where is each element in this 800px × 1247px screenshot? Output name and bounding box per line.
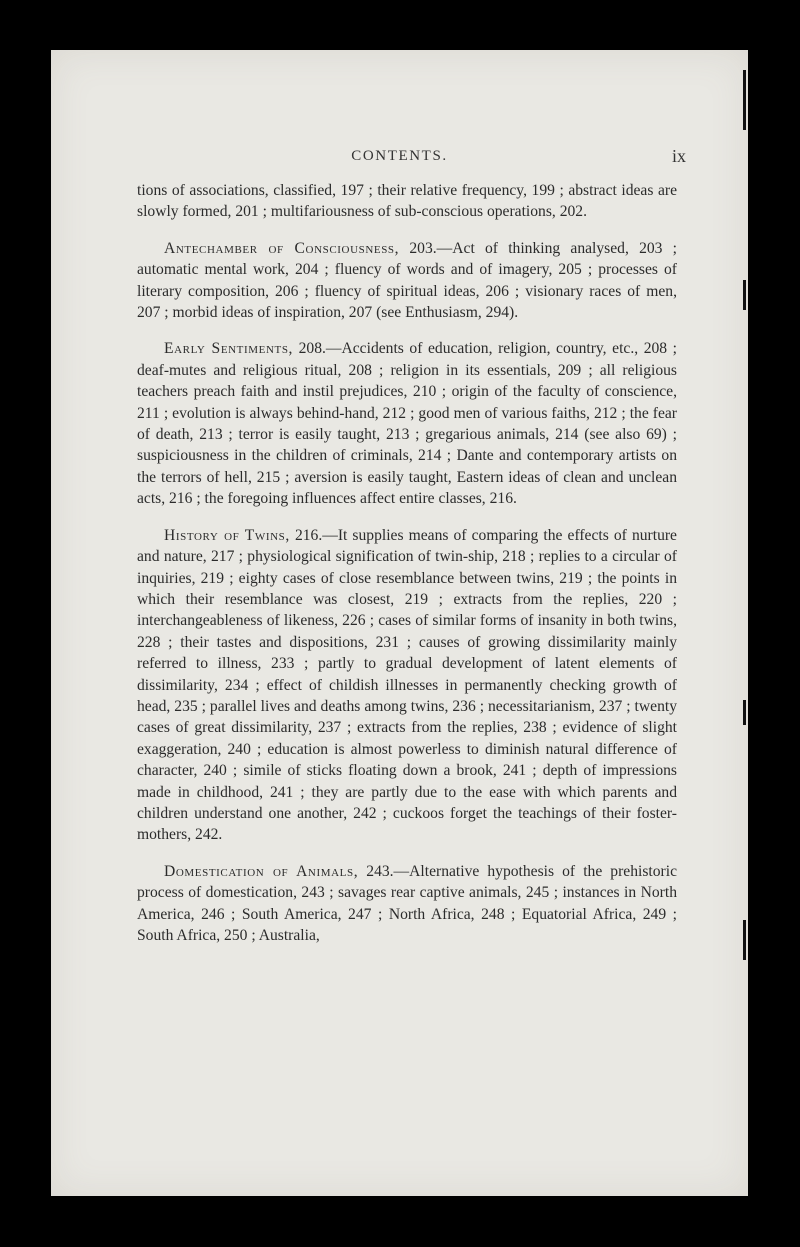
running-header (51, 148, 748, 172)
header-title: CONTENTS. (351, 148, 448, 164)
section-heading: History of Twins, (164, 526, 290, 544)
paragraph-text: 208.—Accidents of education, religion, country, etc., 208 ; deaf-mutes and religious ritual, 208 ; religion in its essentials, 209 ; all religious teachers preach faith and instil prejudices, 210 ; origin of the faculty of conscience, 211 ; evolution is always behind-hand, 212 ; good men of various faiths, 212 ; the fear of death, 213 ; terror is easily taught, 213 ; gregarious animals, 214 (see also 69) ; suspiciousness in the children of criminals, 214 ; Dante and contemporary artists on the terrors of hell, 215 ; aversion is easily taught, Eastern ideas of clean and unclean acts, 216 ; the foregoing influences affect entire classes, 216. (137, 340, 677, 508)
section-heading: Antechamber of Consciousness, (164, 239, 400, 257)
section-heading: Early Sentiments, (164, 340, 294, 358)
page-number: ix (671, 146, 686, 166)
edge-mark (743, 280, 746, 310)
contents-body (137, 180, 677, 961)
contents-paragraph (137, 338, 677, 509)
section-heading: Domestication of Animals, (164, 862, 359, 880)
edge-mark (743, 700, 746, 725)
edge-mark (743, 920, 746, 960)
paragraph-text: 203.—Act of thinking analysed, 203 ; automatic mental work, 204 ; fluency of words and of imagery, 205 ; processes of literary composition, 206 ; fluency of spiritual ideas, 206 ; visionary races of men, 207 ; morbid ideas of inspiration, 207 (see Enthusiasm, 294). (137, 239, 678, 322)
contents-paragraph (137, 861, 677, 947)
contents-paragraph (137, 525, 677, 846)
book-page (51, 50, 748, 1196)
page-edge-marks (740, 50, 748, 1196)
paragraph-text: 243.—Alternative hypothesis of the prehistoric process of domestication, 243 ; savages rear captive animals, 245 ; instances in North America, 246 ; South America, 247 ; North Africa, 248 ; Equatorial Africa, 249 ; South Africa, 250 ; Australia, (137, 862, 677, 944)
contents-paragraph (137, 180, 677, 223)
paragraph-text: 216.—It supplies means of comparing the effects of nurture and nature, 217 ; physiological signification of twin-ship, 218 ; replies to a circular of inquiries, 219 ; eighty cases of close resemblance between twins, 219 ; the points in which their resemblance was closest, 219 ; extracts from the replies, 220 ; interchangeableness of likeness, 226 ; cases of similar forms of insanity in both twins, 228 ; their tastes and dispositions, 231 ; causes of growing dissimilarity mainly referred to illness, 233 ; partly to gradual development of latent elements of dissimilarity, 234 ; effect of childish illnesses in permanently checking growth of head, 235 ; parallel lives and deaths among twins, 236 ; necessitarianism, 237 ; twenty cases of great dissimilarity, 237 ; extracts from the replies, 238 ; evidence of slight exaggeration, 240 ; education is almost powerless to diminish natural difference of character, 240 ; simile of sticks floating down a brook, 241 ; depth of impressions made in childhood, 241 ; they are partly due to the ease with which parents and children understand one another, 242 ; cuckoos forget the teachings of their foster-mothers, 242. (137, 526, 677, 844)
edge-mark (743, 70, 746, 130)
contents-paragraph (137, 238, 677, 324)
paragraph-text: tions of associations, classified, 197 ; their relative frequency, 199 ; abstract ideas are slowly formed, 201 ; multifariousness of sub-conscious operations, 202. (137, 182, 677, 221)
